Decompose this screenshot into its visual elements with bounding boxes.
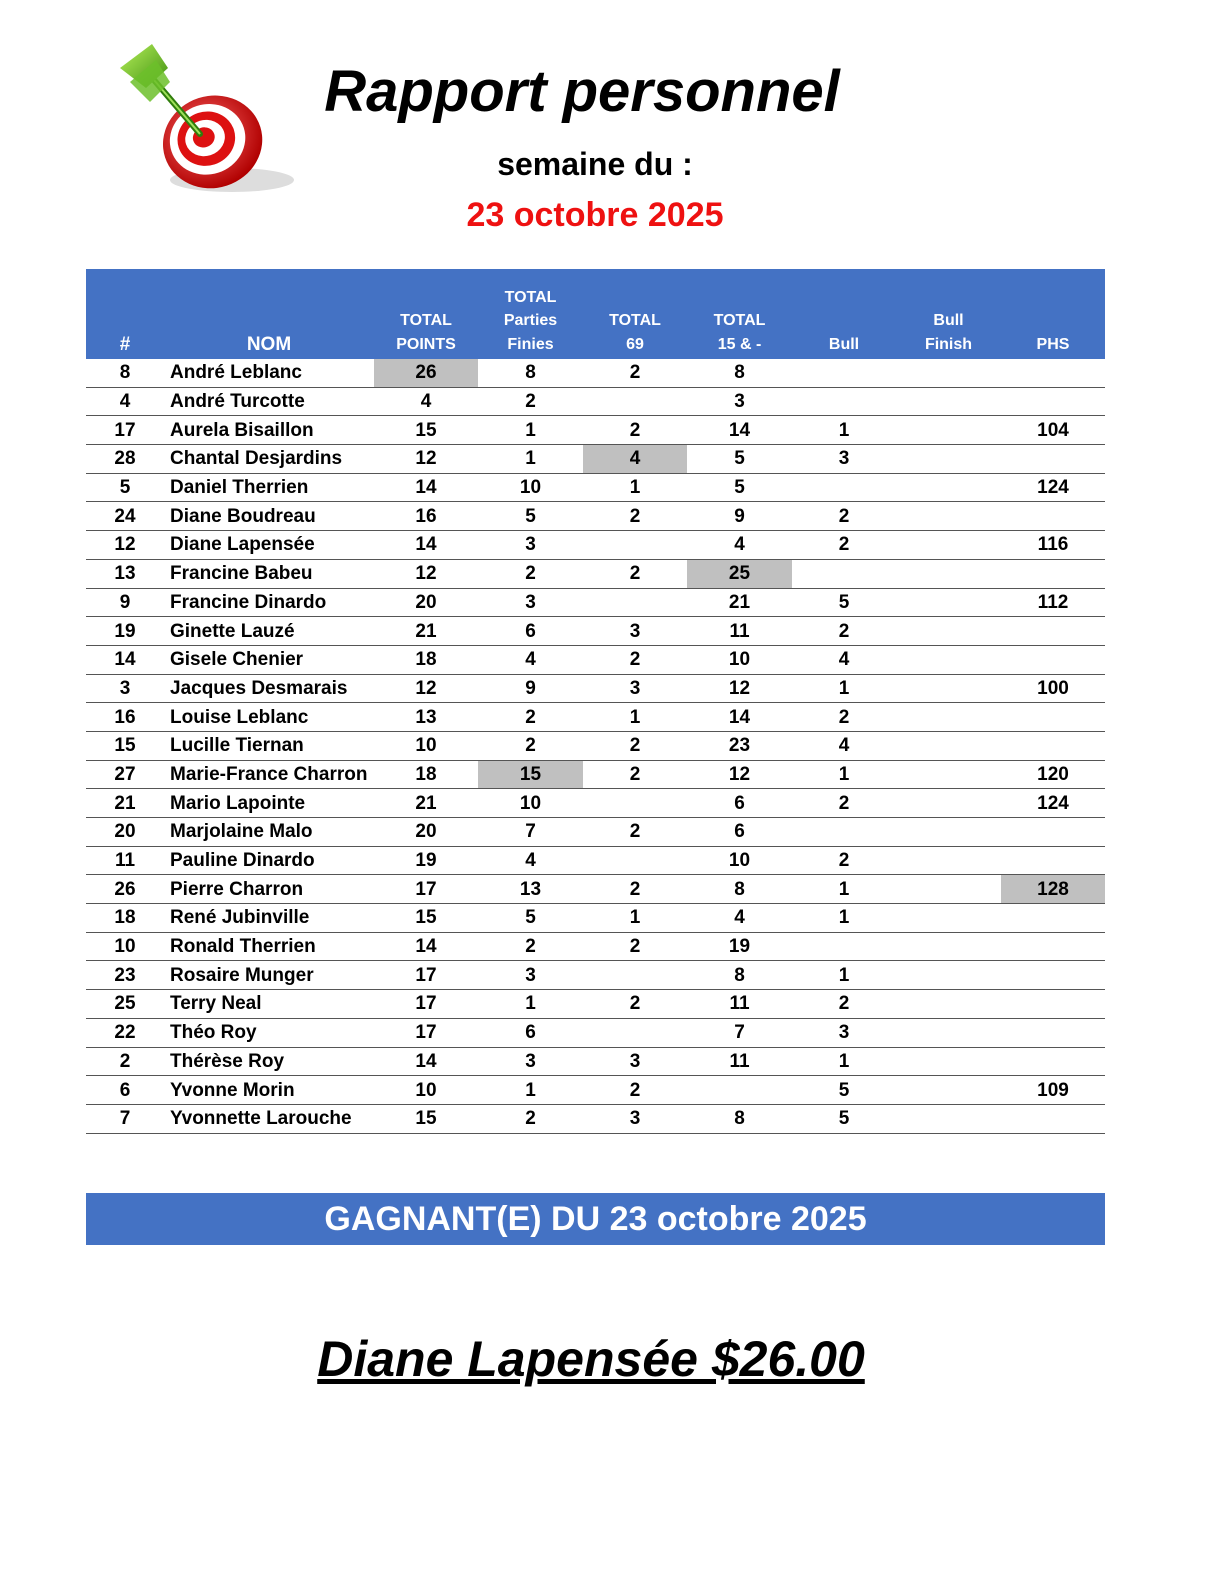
cell-phs: 116 [1001,531,1105,560]
col-header-total-parties-finies: TOTAL Parties Finies [478,269,583,359]
cell-name: Lucille Tiernan [164,731,374,760]
cell-total-69 [583,846,687,875]
cell-bull: 2 [792,531,896,560]
cell-phs [1001,731,1105,760]
cell-total-69: 4 [583,445,687,474]
cell-parties-finies: 10 [478,473,583,502]
cell-number: 28 [86,445,164,474]
col-header-total-69: TOTAL 69 [583,269,687,359]
cell-number: 2 [86,1047,164,1076]
cell-total-points: 12 [374,674,478,703]
cell-bull-finish [896,359,1001,387]
cell-parties-finies: 6 [478,1018,583,1047]
cell-phs [1001,559,1105,588]
cell-bull: 2 [792,990,896,1019]
cell-parties-finies: 2 [478,1104,583,1133]
cell-total-15-moins: 11 [687,617,792,646]
col-header-number: # [86,269,164,359]
cell-number: 26 [86,875,164,904]
cell-name: Yvonnette Larouche [164,1104,374,1133]
cell-total-69 [583,789,687,818]
cell-phs [1001,904,1105,933]
cell-name: Daniel Therrien [164,473,374,502]
cell-number: 16 [86,703,164,732]
cell-number: 4 [86,387,164,416]
cell-parties-finies: 3 [478,961,583,990]
cell-phs [1001,846,1105,875]
cell-total-15-moins: 8 [687,961,792,990]
cell-bull-finish [896,846,1001,875]
cell-phs [1001,359,1105,387]
cell-name: André Turcotte [164,387,374,416]
cell-total-points: 16 [374,502,478,531]
cell-bull: 2 [792,502,896,531]
cell-number: 25 [86,990,164,1019]
table-row [86,846,1105,875]
cell-name: Chantal Desjardins [164,445,374,474]
cell-parties-finies: 7 [478,818,583,847]
cell-name: Louise Leblanc [164,703,374,732]
col-header-phs: PHS [1001,269,1105,359]
col-header-total-15-moins: TOTAL 15 & - [687,269,792,359]
table-row [86,617,1105,646]
cell-bull [792,387,896,416]
table-row [86,359,1105,387]
cell-total-15-moins: 8 [687,359,792,387]
cell-total-points: 17 [374,990,478,1019]
cell-name: Ronald Therrien [164,932,374,961]
cell-parties-finies: 15 [478,760,583,789]
cell-number: 24 [86,502,164,531]
cell-number: 27 [86,760,164,789]
cell-bull-finish [896,445,1001,474]
cell-total-points: 17 [374,961,478,990]
cell-total-69: 2 [583,359,687,387]
cell-bull [792,818,896,847]
cell-parties-finies: 13 [478,875,583,904]
cell-number: 20 [86,818,164,847]
cell-parties-finies: 2 [478,559,583,588]
cell-number: 12 [86,531,164,560]
cell-bull-finish [896,904,1001,933]
cell-name: Francine Dinardo [164,588,374,617]
cell-phs: 112 [1001,588,1105,617]
cell-phs: 124 [1001,789,1105,818]
cell-total-points: 10 [374,731,478,760]
table-row [86,760,1105,789]
cell-name: Terry Neal [164,990,374,1019]
cell-bull: 1 [792,1047,896,1076]
table-row [86,502,1105,531]
cell-total-15-moins: 10 [687,846,792,875]
cell-phs [1001,990,1105,1019]
cell-total-points: 15 [374,416,478,445]
cell-total-69: 2 [583,731,687,760]
cell-phs: 124 [1001,473,1105,502]
cell-bull-finish [896,502,1001,531]
cell-number: 23 [86,961,164,990]
cell-parties-finies: 1 [478,445,583,474]
table-row [86,1047,1105,1076]
table-row [86,904,1105,933]
cell-bull: 2 [792,617,896,646]
cell-number: 22 [86,1018,164,1047]
cell-bull [792,473,896,502]
cell-total-69: 2 [583,818,687,847]
cell-bull: 1 [792,416,896,445]
cell-total-points: 14 [374,1047,478,1076]
cell-bull: 3 [792,1018,896,1047]
cell-total-69: 1 [583,904,687,933]
cell-total-69: 2 [583,760,687,789]
cell-number: 3 [86,674,164,703]
cell-name: Rosaire Munger [164,961,374,990]
col-header-total-points: TOTAL POINTS [374,269,478,359]
cell-bull-finish [896,588,1001,617]
cell-name: Diane Lapensée [164,531,374,560]
cell-bull: 4 [792,645,896,674]
cell-bull [792,932,896,961]
cell-total-points: 14 [374,473,478,502]
table-row [86,932,1105,961]
cell-total-69 [583,588,687,617]
table-row [86,1076,1105,1105]
cell-phs [1001,961,1105,990]
cell-name: André Leblanc [164,359,374,387]
cell-name: Gisele Chenier [164,645,374,674]
cell-bull-finish [896,1047,1001,1076]
cell-total-points: 14 [374,932,478,961]
cell-total-15-moins: 6 [687,818,792,847]
cell-parties-finies: 9 [478,674,583,703]
table-header-row [86,269,1105,359]
cell-total-points: 21 [374,617,478,646]
cell-total-15-moins: 8 [687,1104,792,1133]
cell-name: Aurela Bisaillon [164,416,374,445]
cell-total-69: 2 [583,1076,687,1105]
cell-total-15-moins: 12 [687,674,792,703]
cell-phs: 109 [1001,1076,1105,1105]
cell-total-69: 2 [583,502,687,531]
cell-bull: 2 [792,789,896,818]
cell-total-69: 2 [583,932,687,961]
cell-bull: 4 [792,731,896,760]
table-row [86,588,1105,617]
cell-bull-finish [896,674,1001,703]
cell-number: 6 [86,1076,164,1105]
table-row [86,645,1105,674]
cell-total-points: 13 [374,703,478,732]
cell-total-15-moins: 5 [687,445,792,474]
cell-number: 14 [86,645,164,674]
cell-bull-finish [896,416,1001,445]
cell-phs [1001,932,1105,961]
scores-table [86,269,1105,1134]
cell-bull-finish [896,703,1001,732]
cell-total-15-moins: 8 [687,875,792,904]
page-title: Rapport personnel [324,59,840,124]
cell-bull: 5 [792,1104,896,1133]
cell-name: Thérèse Roy [164,1047,374,1076]
table-row [86,818,1105,847]
cell-total-69: 2 [583,416,687,445]
col-header-name: NOM [164,269,374,359]
cell-total-69: 2 [583,559,687,588]
table-row [86,387,1105,416]
col-header-bull: Bull [792,269,896,359]
cell-parties-finies: 6 [478,617,583,646]
cell-total-points: 19 [374,846,478,875]
cell-total-15-moins: 5 [687,473,792,502]
table-row [86,473,1105,502]
cell-parties-finies: 3 [478,531,583,560]
cell-name: René Jubinville [164,904,374,933]
cell-total-points: 20 [374,588,478,617]
cell-name: Diane Boudreau [164,502,374,531]
cell-number: 9 [86,588,164,617]
page-subtitle: semaine du : [497,146,693,182]
cell-bull [792,559,896,588]
cell-phs: 120 [1001,760,1105,789]
cell-bull: 1 [792,904,896,933]
cell-total-69: 3 [583,1047,687,1076]
table-row [86,789,1105,818]
cell-total-69: 3 [583,674,687,703]
cell-bull: 2 [792,846,896,875]
cell-total-15-moins: 25 [687,559,792,588]
cell-name: Jacques Desmarais [164,674,374,703]
cell-total-15-moins: 23 [687,731,792,760]
cell-total-69: 2 [583,875,687,904]
cell-parties-finies: 4 [478,645,583,674]
cell-total-points: 21 [374,789,478,818]
table-row [86,559,1105,588]
cell-total-points: 17 [374,1018,478,1047]
cell-total-points: 15 [374,1104,478,1133]
cell-bull-finish [896,731,1001,760]
cell-bull: 5 [792,588,896,617]
cell-bull-finish [896,932,1001,961]
cell-phs [1001,1018,1105,1047]
cell-number: 11 [86,846,164,875]
cell-total-points: 4 [374,387,478,416]
cell-total-69 [583,387,687,416]
cell-bull-finish [896,961,1001,990]
cell-bull: 5 [792,1076,896,1105]
cell-total-points: 18 [374,645,478,674]
cell-parties-finies: 5 [478,502,583,531]
cell-parties-finies: 10 [478,789,583,818]
cell-total-points: 17 [374,875,478,904]
cell-total-15-moins: 4 [687,531,792,560]
cell-phs: 128 [1001,875,1105,904]
cell-total-15-moins: 4 [687,904,792,933]
cell-name: Marie-France Charron [164,760,374,789]
cell-total-69 [583,961,687,990]
cell-number: 8 [86,359,164,387]
cell-bull-finish [896,473,1001,502]
cell-total-69: 1 [583,703,687,732]
cell-number: 21 [86,789,164,818]
cell-total-points: 18 [374,760,478,789]
cell-total-points: 12 [374,559,478,588]
cell-parties-finies: 2 [478,932,583,961]
cell-parties-finies: 3 [478,1047,583,1076]
cell-phs: 100 [1001,674,1105,703]
cell-bull-finish [896,1018,1001,1047]
table-row [86,990,1105,1019]
cell-number: 13 [86,559,164,588]
cell-bull-finish [896,760,1001,789]
table-row [86,703,1105,732]
cell-number: 10 [86,932,164,961]
cell-bull-finish [896,875,1001,904]
cell-parties-finies: 2 [478,703,583,732]
cell-phs [1001,645,1105,674]
cell-parties-finies: 4 [478,846,583,875]
cell-total-15-moins: 3 [687,387,792,416]
cell-total-15-moins: 14 [687,703,792,732]
cell-name: Théo Roy [164,1018,374,1047]
cell-total-69 [583,1018,687,1047]
cell-total-15-moins: 9 [687,502,792,531]
cell-bull: 2 [792,703,896,732]
cell-number: 5 [86,473,164,502]
cell-total-69: 1 [583,473,687,502]
cell-parties-finies: 3 [478,588,583,617]
cell-bull-finish [896,617,1001,646]
cell-phs [1001,1104,1105,1133]
cell-total-15-moins: 14 [687,416,792,445]
cell-parties-finies: 2 [478,731,583,760]
cell-total-points: 14 [374,531,478,560]
cell-parties-finies: 2 [478,387,583,416]
col-header-bull-finish: Bull Finish [896,269,1001,359]
cell-total-69 [583,531,687,560]
winner-text: Diane Lapensée $26.00 [317,1331,865,1387]
cell-bull: 1 [792,760,896,789]
report-date: 23 octobre 2025 [466,196,724,234]
cell-number: 7 [86,1104,164,1133]
cell-total-15-moins [687,1076,792,1105]
cell-phs [1001,617,1105,646]
cell-bull: 1 [792,674,896,703]
cell-bull-finish [896,789,1001,818]
cell-bull [792,359,896,387]
cell-bull-finish [896,990,1001,1019]
cell-bull-finish [896,531,1001,560]
cell-bull: 1 [792,961,896,990]
cell-parties-finies: 1 [478,416,583,445]
cell-bull: 1 [792,875,896,904]
cell-bull-finish [896,818,1001,847]
cell-total-points: 20 [374,818,478,847]
table-row [86,674,1105,703]
cell-bull-finish [896,645,1001,674]
cell-total-69: 2 [583,645,687,674]
cell-bull-finish [896,1104,1001,1133]
cell-total-69: 2 [583,990,687,1019]
table-row [86,731,1105,760]
table-body [86,359,1105,1133]
cell-total-15-moins: 21 [687,588,792,617]
cell-total-15-moins: 11 [687,1047,792,1076]
cell-parties-finies: 1 [478,1076,583,1105]
cell-total-points: 12 [374,445,478,474]
table-row [86,1018,1105,1047]
cell-total-points: 15 [374,904,478,933]
cell-total-15-moins: 6 [687,789,792,818]
table-row [86,875,1105,904]
cell-name: Mario Lapointe [164,789,374,818]
cell-total-69: 3 [583,617,687,646]
cell-number: 19 [86,617,164,646]
cell-total-69: 3 [583,1104,687,1133]
cell-phs [1001,445,1105,474]
cell-bull-finish [896,387,1001,416]
table-row [86,416,1105,445]
cell-bull-finish [896,1076,1001,1105]
cell-total-points: 10 [374,1076,478,1105]
table-row [86,445,1105,474]
cell-phs [1001,1047,1105,1076]
table-row [86,1104,1105,1133]
cell-number: 15 [86,731,164,760]
cell-total-15-moins: 19 [687,932,792,961]
cell-phs [1001,387,1105,416]
table-row [86,531,1105,560]
cell-phs: 104 [1001,416,1105,445]
cell-name: Francine Babeu [164,559,374,588]
cell-bull: 3 [792,445,896,474]
cell-total-15-moins: 11 [687,990,792,1019]
cell-total-points: 26 [374,359,478,387]
cell-name: Pierre Charron [164,875,374,904]
cell-number: 17 [86,416,164,445]
cell-phs [1001,502,1105,531]
cell-name: Marjolaine Malo [164,818,374,847]
table-row [86,961,1105,990]
cell-phs [1001,818,1105,847]
cell-phs [1001,703,1105,732]
cell-bull-finish [896,559,1001,588]
cell-parties-finies: 5 [478,904,583,933]
cell-name: Yvonne Morin [164,1076,374,1105]
cell-total-15-moins: 7 [687,1018,792,1047]
cell-name: Pauline Dinardo [164,846,374,875]
cell-total-15-moins: 10 [687,645,792,674]
cell-number: 18 [86,904,164,933]
cell-parties-finies: 8 [478,359,583,387]
cell-parties-finies: 1 [478,990,583,1019]
cell-total-15-moins: 12 [687,760,792,789]
cell-name: Ginette Lauzé [164,617,374,646]
winner-banner: GAGNANT(E) DU 23 octobre 2025 [86,1193,1105,1245]
